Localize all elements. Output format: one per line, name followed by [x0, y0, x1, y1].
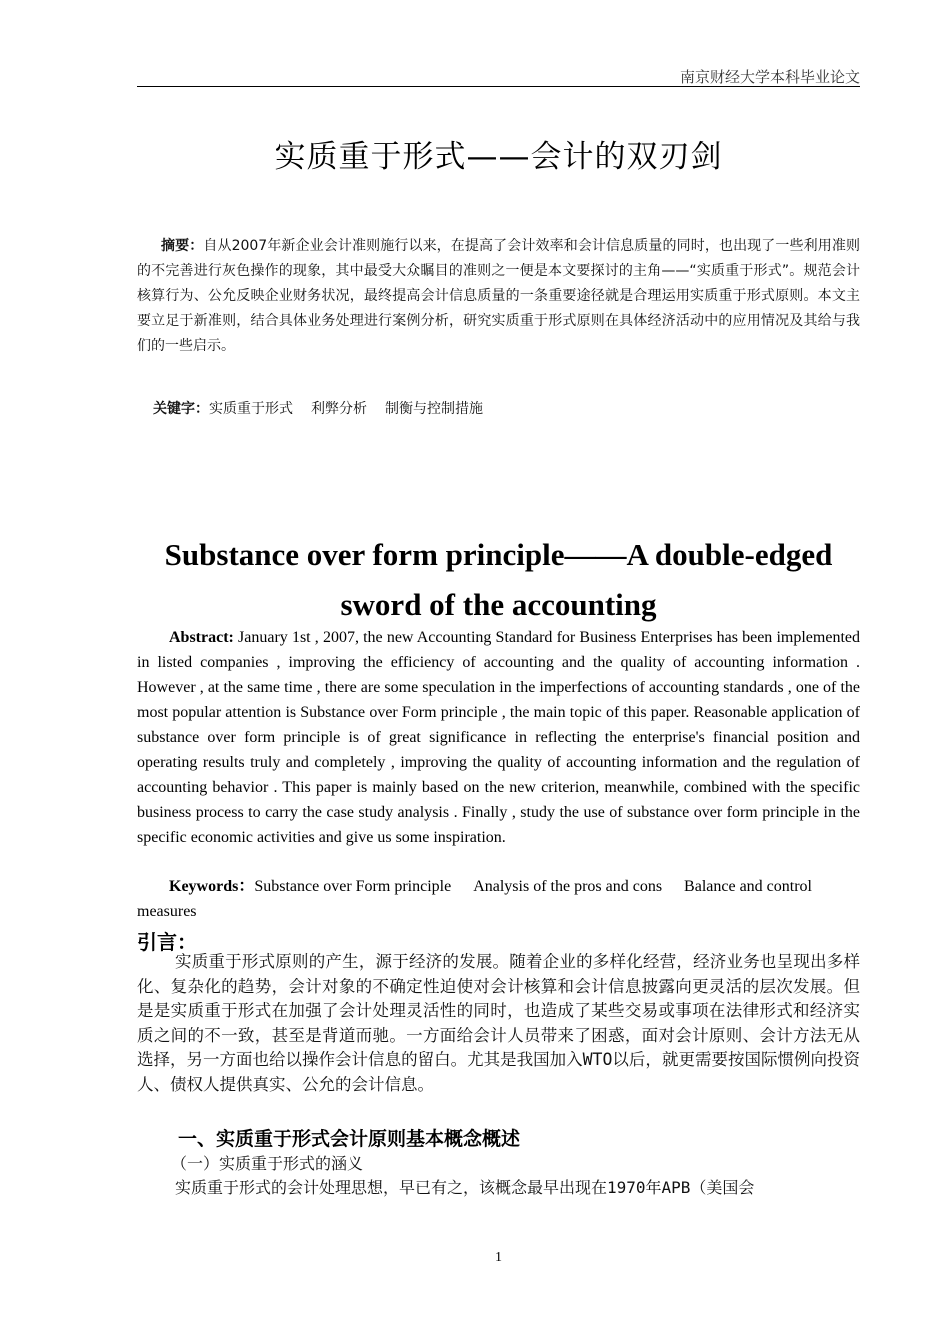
header-rule [137, 86, 860, 87]
page-number: 1 [495, 1250, 502, 1265]
chinese-keywords-label: 关键字： [153, 401, 209, 417]
english-keyword: Substance over Form principle [254, 878, 452, 895]
chinese-abstract-label: 摘要： [161, 238, 204, 254]
chinese-keyword: 制衡与控制措施 [385, 401, 483, 417]
chinese-keywords [137, 398, 860, 418]
english-abstract [137, 625, 860, 850]
introduction-paragraph: 实质重于形式原则的产生，源于经济的发展。随着企业的多样化经营，经济业务也呈现出多样化、复杂化的趋势，会计对象的不确定性迫使对会计核算和会计信息披露向更灵活的层次发展。但是是实质重于形式在加强了会计处理灵活性的同时，也造成了某些交易或事项在法律形式和经济实质之间的不一致，甚至是背道而驰。一方面给会计人员带来了困惑，面对会计原则、会计方法无从选择，另一方面也给以操作会计信息的留白。尤其是我国加入WTO以后，就更需要按国际惯例向投资人、债权人提供真实、公允的会计信息。 [137, 952, 860, 1094]
english-keyword: Analysis of the pros and cons [473, 878, 663, 895]
english-keywords [137, 874, 860, 924]
section-heading: 一、实质重于形式会计原则基本概念概述 [178, 1128, 521, 1150]
subsection-heading: （一）实质重于形式的涵义 [171, 1154, 364, 1173]
chinese-abstract [137, 234, 860, 359]
english-keywords-label: Keywords： [169, 878, 255, 895]
chinese-keyword: 实质重于形式 [209, 401, 293, 417]
introduction-heading: 引言： [137, 930, 197, 954]
english-abstract-label: Abstract: [169, 629, 234, 646]
chinese-abstract-text: 自从2007年新企业会计准则施行以来，在提高了会计效率和会计信息质量的同时，也出现了一些利用准则的不完善进行灰色操作的现象，其中最受大众瞩目的准则之一便是本文要探讨的主角——“实质重于形式”。规范会计核算行为、公允反映企业财务状况，最终提高会计信息质量的一条重要途径就是合理运用实质重于形式原则。本文主要立足于新准则，结合具体业务处理进行案例分析，研究实质重于形式原则在具体经济活动中的应用情况及其给与我们的一些启示。 [137, 238, 860, 354]
body-paragraph: 实质重于形式的会计处理思想，早已有之，该概念最早出现在1970年APB（美国会 [175, 1178, 755, 1197]
english-abstract-text: January 1st , 2007, the new Accounting Standard for Business Enterprises has been implemented in listed companies , improving the efficiency of accounting and the quality of accounting information . However , at the same time , there are some speculation in the imperfections of accounting standards , one of the most popular attention is Substance over Form principle , the main topic of this paper. Reasonable application of substance over form principle is of great significance in reflecting the enterprise's financial position and operating results truly and completely , improving the quality of accounting information and the regulation of accounting behavior . This paper is mainly based on the new criterion, meanwhile, combined with the specific business process to carry the case study analysis . Finally , study the use of substance over form principle in the specific economic activities and give us some inspiration. [137, 629, 860, 846]
running-header: 南京财经大学本科毕业论文 [679, 68, 860, 86]
chinese-keyword: 利弊分析 [311, 401, 367, 417]
english-title: Substance over form principle——A double-edged sword of the accounting [164, 537, 833, 622]
english-keyword: Balance and control measures [137, 878, 812, 920]
chinese-title: 实质重于形式——会计的双刃剑 [274, 139, 723, 175]
